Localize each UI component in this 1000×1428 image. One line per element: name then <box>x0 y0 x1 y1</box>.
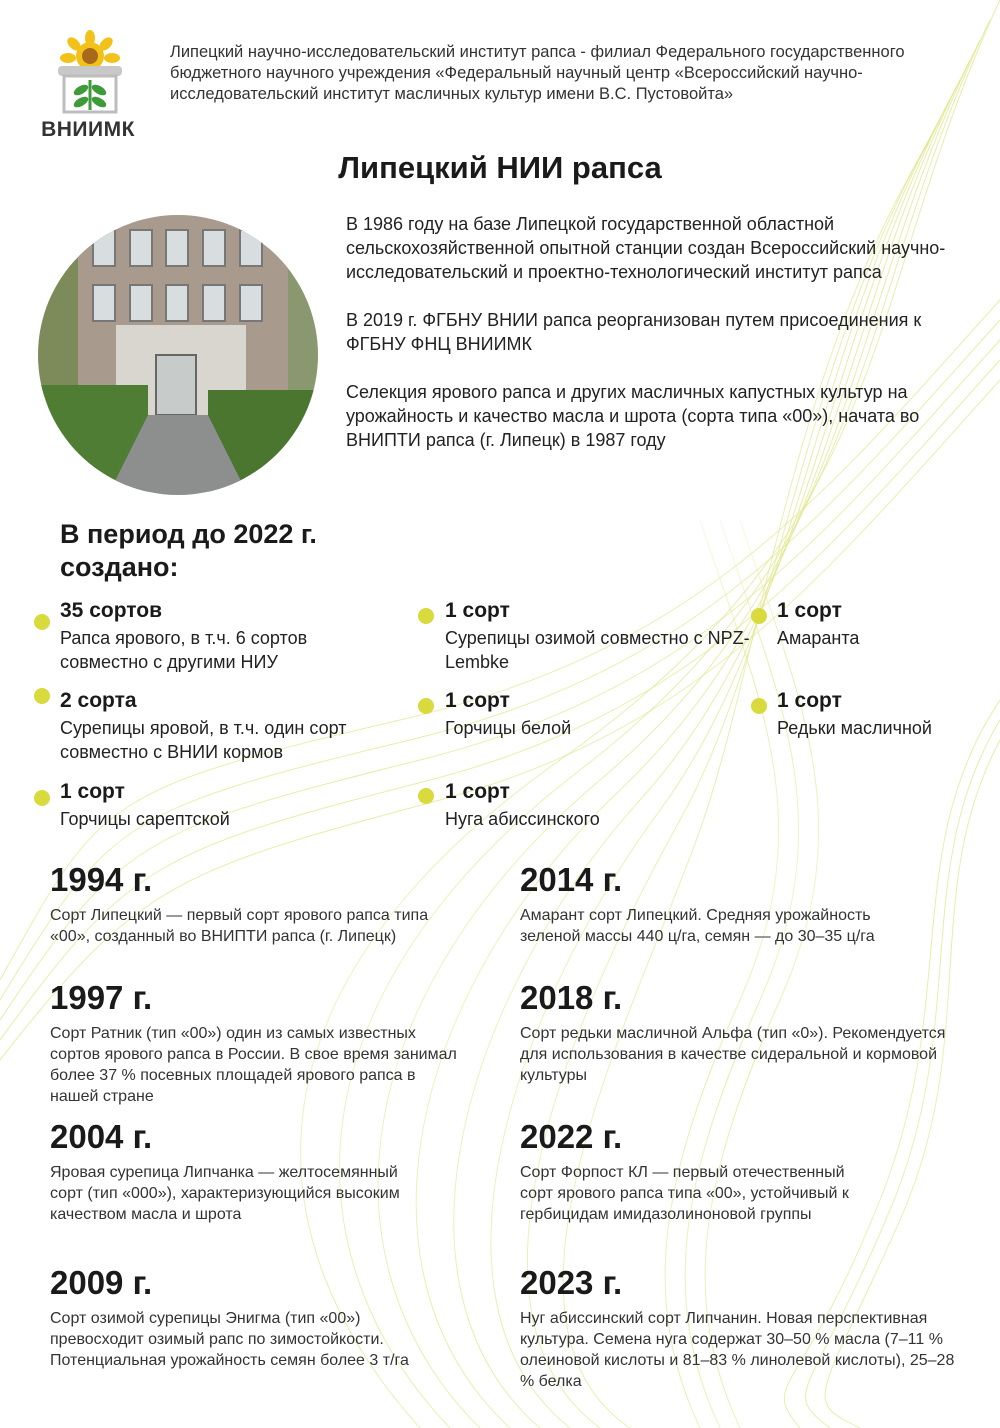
stat-item <box>60 779 400 831</box>
stat-count: 1 сорт <box>60 780 125 803</box>
intro-text <box>346 212 966 476</box>
timeline-year: 2009 г. <box>50 1264 153 1301</box>
sunflower-icon <box>60 30 120 70</box>
stat-count: 1 сорт <box>445 780 510 803</box>
timeline-text: Сорт озимой сурепицы Энигма (тип «00») превосходит озимый рапс по зимостойкости. Потенциальная урожайность семян более 3 т/га <box>50 1310 409 1369</box>
stat-item <box>777 598 987 650</box>
organization-name: Липецкий научно-исследовательский институт рапса - филиал Федерального государственного бюджетного научного учреждения «Федеральный научный центр «Всероссийский научно-исследовательский институт масличных культур имени В.С. Пустовойта» <box>170 43 905 103</box>
timeline-entry <box>520 1264 960 1392</box>
timeline-year: 2023 г. <box>520 1264 623 1301</box>
stat-desc: Нуга абиссинского <box>445 809 600 829</box>
stat-item <box>445 779 785 831</box>
stat-desc: Сурепицы яровой, в т.ч. один сорт совместно с ВНИИ кормов <box>60 718 347 762</box>
bullet-dot <box>418 608 434 624</box>
page-title: Липецкий НИИ рапса <box>338 150 662 185</box>
bullet-dot <box>34 790 50 806</box>
stat-count: 1 сорт <box>445 599 510 622</box>
timeline-text: Нуг абиссинский сорт Липчанин. Новая перспективная культура. Семена нуга содержат 30–50 % масла (7–11 % олеиновой кислоты и 81–83 % линолевой кислоты), 25–28 % белка <box>520 1310 955 1390</box>
timeline-entry <box>50 1264 490 1371</box>
bullet-dot <box>418 788 434 804</box>
stat-count: 35 сортов <box>60 599 162 622</box>
timeline-year: 2014 г. <box>520 861 623 898</box>
timeline-entry <box>50 861 490 947</box>
stat-desc: Горчицы белой <box>445 718 572 738</box>
timeline-text: Амарант сорт Липецкий. Средняя урожайность зеленой массы 440 ц/га, семян — до 30–35 ц/га <box>520 907 875 945</box>
timeline-entry <box>520 1118 960 1225</box>
timeline-text: Сорт редьки масличной Альфа (тип «0»). Рекомендуется для использования в качестве сидеральной и кормовой культуры <box>520 1025 946 1084</box>
stat-item <box>60 688 400 764</box>
intro-paragraph: Селекция ярового рапса и других масличных капустных культур на урожайность и качество масла и шрота (сорта типа «00»), начата во ВНИПТИ рапса (г. Липецк) в 1987 году <box>346 382 920 450</box>
stat-item <box>777 688 987 740</box>
intro-paragraph: В 2019 г. ФГБНУ ВНИИ рапса реорганизован путем присоединения к ФГБНУ ФНЦ ВНИИМК <box>346 310 922 354</box>
logo-text: ВНИИМК <box>41 118 135 141</box>
house-icon <box>58 66 122 112</box>
stat-desc: Рапса ярового, в т.ч. 6 сортов совместно с другими НИУ <box>60 628 308 672</box>
timeline-text: Яровая сурепица Липчанка — желтосемянный сорт (тип «000»), характеризующийся высоким качеством масла и шрота <box>50 1164 400 1223</box>
timeline-year: 2004 г. <box>50 1118 153 1155</box>
stat-desc: Горчицы сарептской <box>60 809 230 829</box>
timeline-entry <box>50 1118 490 1225</box>
timeline-entry <box>520 861 960 947</box>
stat-desc: Редьки масличной <box>777 718 932 738</box>
timeline-entry <box>520 979 960 1086</box>
timeline-year: 1994 г. <box>50 861 153 898</box>
timeline-year: 2018 г. <box>520 979 623 1016</box>
stat-count: 2 сорта <box>60 689 137 712</box>
timeline-year: 1997 г. <box>50 979 153 1016</box>
bullet-dot <box>751 698 767 714</box>
bullet-dot <box>418 698 434 714</box>
stat-count: 1 сорт <box>777 599 842 622</box>
stat-count: 1 сорт <box>445 689 510 712</box>
stat-item <box>60 598 400 674</box>
bullet-dot <box>34 688 50 704</box>
timeline-text: Сорт Форпост КЛ — первый отечественный сорт ярового рапса типа «00», устойчивый к гербицидам имидазолиноновой группы <box>520 1164 849 1223</box>
bullet-dot <box>34 614 50 630</box>
intro-paragraph: В 1986 году на базе Липецкой государственной областной сельскохозяйственной опытной станции создан Всероссийский научно-исследовательский и проектно-технологический институт рапса <box>346 214 946 282</box>
stat-desc: Амаранта <box>777 628 860 648</box>
stat-item <box>445 688 785 740</box>
timeline-year: 2022 г. <box>520 1118 623 1155</box>
bullet-dot <box>751 608 767 624</box>
stat-desc: Сурепицы озимой совместно с NPZ-Lembke <box>445 628 750 672</box>
stat-count: 1 сорт <box>777 689 842 712</box>
institute-building-photo <box>38 215 318 495</box>
period-heading: В период до 2022 г. создано: <box>60 519 317 582</box>
timeline-text: Сорт Ратник (тип «00») один из самых известных сортов ярового рапса в России. В свое время занимал более 37 % посевных площадей ярового рапса в нашей стране <box>50 1025 457 1105</box>
stat-item <box>445 598 785 674</box>
timeline-entry <box>50 979 490 1107</box>
timeline-text: Сорт Липецкий — первый сорт ярового рапса типа «00», созданный во ВНИПТИ рапса (г. Липецк) <box>50 907 429 945</box>
